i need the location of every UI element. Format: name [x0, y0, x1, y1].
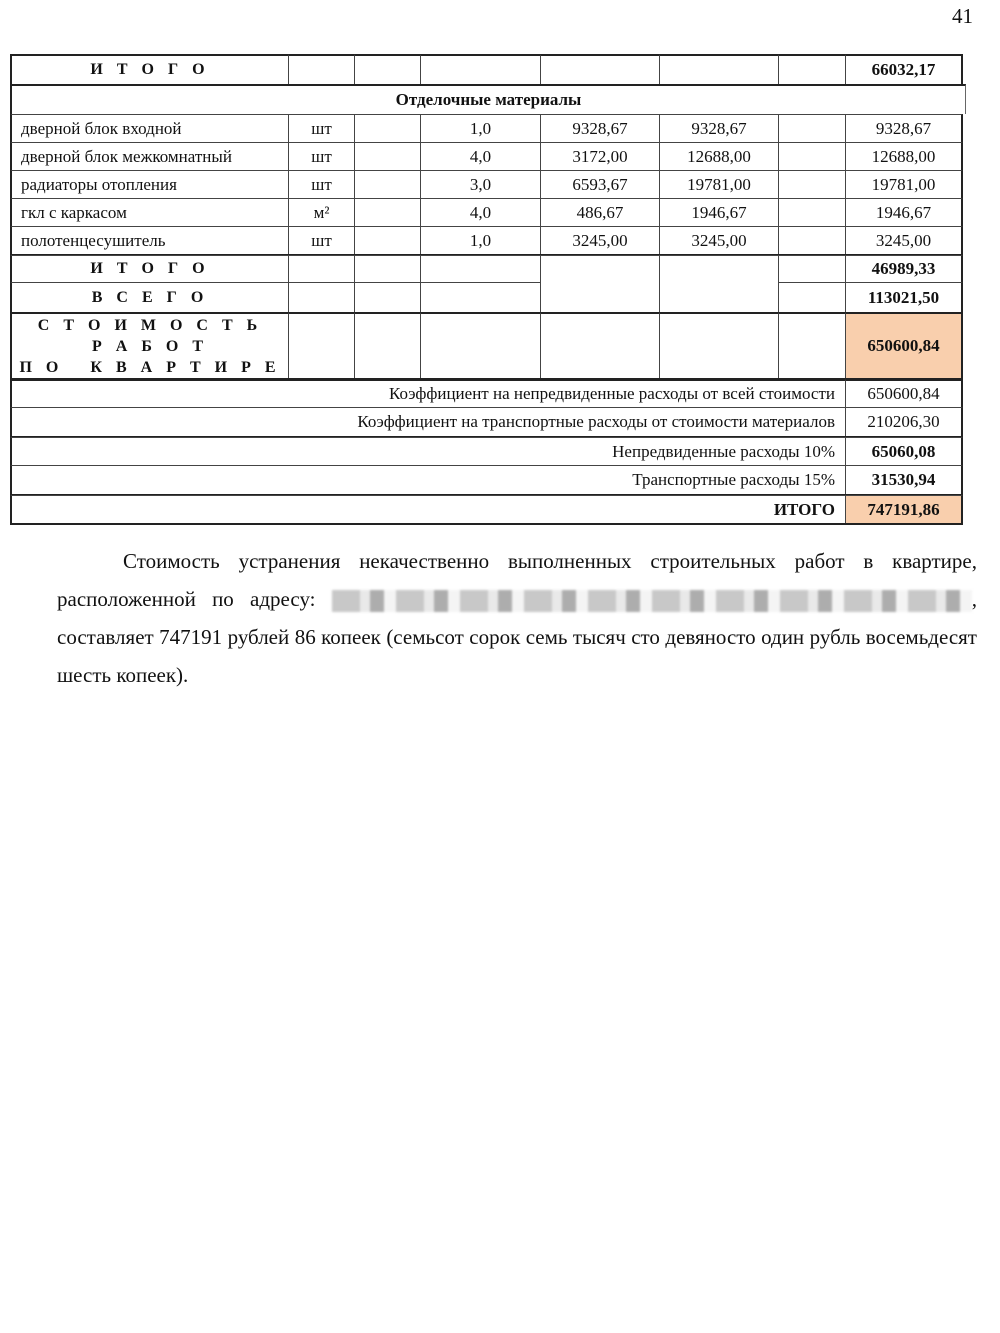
summary-label: Непредвиденные расходы 10%: [10, 437, 845, 465]
apartment-cost-total: 650600,84: [845, 312, 963, 378]
item-total: 1946,67: [845, 198, 963, 226]
empty-cell: [354, 114, 420, 142]
summary-row: [10, 378, 963, 407]
summary-value: 210206,30: [845, 407, 963, 436]
top-total-row: [10, 54, 963, 84]
summary-label: Коэффициент на транспортные расходы от стоимости материалов: [10, 407, 845, 436]
item-sum: 12688,00: [659, 142, 778, 170]
summary-value: 650600,84: [845, 379, 963, 407]
item-unit: шт: [288, 170, 354, 198]
item-name: гкл с каркасом: [10, 198, 288, 226]
item-unit: шт: [288, 114, 354, 142]
item-price: 9328,67: [540, 114, 659, 142]
item-unit: шт: [288, 142, 354, 170]
empty-cell: [354, 142, 420, 170]
item-price: 3245,00: [540, 226, 659, 254]
item-name: радиаторы отопления: [10, 170, 288, 198]
empty-cell: [354, 170, 420, 198]
row-label: В С Е Г О: [10, 282, 288, 312]
item-price: 3172,00: [540, 142, 659, 170]
summary-row: [10, 436, 963, 465]
grand-total-row: [10, 282, 963, 312]
empty-cell: [778, 226, 845, 254]
summary-row: [10, 494, 963, 523]
summary-label: Транспортные расходы 15%: [10, 465, 845, 494]
item-sum: 3245,00: [659, 226, 778, 254]
item-sum: 9328,67: [659, 114, 778, 142]
empty-cell: [778, 114, 845, 142]
summary-value: 65060,08: [845, 437, 963, 465]
section-total-row: [10, 254, 963, 282]
item-price: 6593,67: [540, 170, 659, 198]
empty-cell: [354, 198, 420, 226]
item-unit: шт: [288, 226, 354, 254]
table-row: [10, 170, 963, 198]
item-name: полотенцесушитель: [10, 226, 288, 254]
summary-label: ИТОГО: [10, 495, 845, 523]
table-row: [10, 198, 963, 226]
empty-cell: [778, 142, 845, 170]
cost-table: [10, 54, 963, 525]
item-qty: 1,0: [420, 226, 540, 254]
item-qty: 1,0: [420, 114, 540, 142]
empty-cell: [354, 226, 420, 254]
item-price: 486,67: [540, 198, 659, 226]
item-qty: 4,0: [420, 198, 540, 226]
item-name: дверной блок входной: [10, 114, 288, 142]
table-row: [10, 114, 963, 142]
row-total: 113021,50: [845, 282, 963, 312]
row-total: 46989,33: [845, 255, 963, 282]
item-total: 19781,00: [845, 170, 963, 198]
items: [10, 114, 963, 254]
apartment-cost-row: [10, 312, 963, 378]
item-total: 12688,00: [845, 142, 963, 170]
table-row: [10, 226, 963, 254]
row-label: С Т О И М О С Т Ь Р А Б О Т П О К В А Р Т И Р Е: [10, 312, 288, 378]
item-qty: 4,0: [420, 142, 540, 170]
item-total: 3245,00: [845, 226, 963, 254]
redacted-address: [332, 590, 972, 612]
item-unit: м²: [288, 198, 354, 226]
item-sum: 1946,67: [659, 198, 778, 226]
row-label: И Т О Г О: [10, 54, 288, 84]
summary-value: 747191,86: [845, 495, 963, 523]
row-total: 66032,17: [845, 54, 963, 84]
conclusion-paragraph: Стоимость устранения некачественно выполненных строительных работ в квартире, расположенной по адресу: , составляет 747191 рублей 86 копеек (семьсот сорок семь тысяч сто девяносто один рубль восемьдесят шесть копеек).: [57, 549, 977, 687]
item-qty: 3,0: [420, 170, 540, 198]
summary-row: [10, 465, 963, 494]
item-sum: 19781,00: [659, 170, 778, 198]
empty-cell: [778, 170, 845, 198]
item-name: дверной блок межкомнатный: [10, 142, 288, 170]
section-title: Отделочные материалы: [10, 84, 966, 114]
summary-label: Коэффициент на непредвиденные расходы от всей стоимости: [10, 379, 845, 407]
summary-value: 31530,94: [845, 465, 963, 494]
empty-cell: [778, 198, 845, 226]
table-row: [10, 142, 963, 170]
row-label: И Т О Г О: [10, 255, 288, 282]
item-total: 9328,67: [845, 114, 963, 142]
page-number: 41: [952, 4, 973, 28]
summary-row: [10, 407, 963, 436]
summary: [10, 378, 963, 523]
